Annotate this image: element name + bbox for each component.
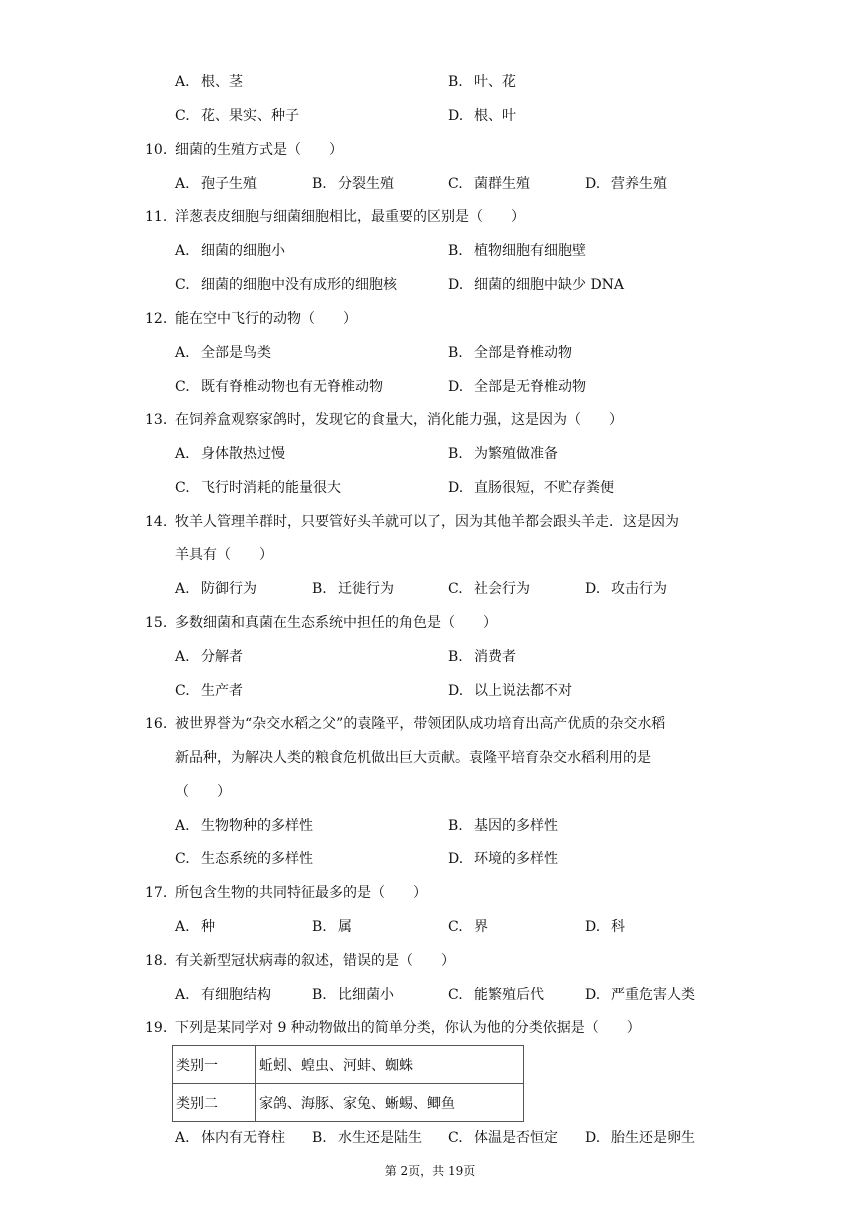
option-letter: C.: [175, 480, 190, 496]
q18-option-c: [448, 985, 544, 1005]
option-letter: B.: [312, 919, 327, 935]
q16-option-a: [175, 816, 313, 836]
option-letter: A.: [175, 345, 190, 361]
option-letter: A.: [175, 176, 190, 192]
question-11: [145, 207, 525, 227]
option-letter: B.: [448, 243, 463, 259]
question-14-continued: 羊具有（ ）: [175, 547, 273, 563]
q12-option-a: [175, 343, 271, 363]
table-cell-label: 类别二: [173, 1084, 256, 1122]
table-cell-value: 家鸽、海豚、家兔、蜥蜴、鲫鱼: [256, 1084, 524, 1122]
q14-option-b: [312, 579, 394, 599]
question-number: 13.: [145, 412, 168, 428]
option-letter: C.: [175, 851, 190, 867]
option-text: 迁徙行为: [338, 581, 394, 597]
option-text: 叶、花: [474, 74, 516, 90]
option-text: 比细菌小: [338, 987, 394, 1003]
q18-option-b: [312, 985, 394, 1005]
option-text: 细菌的细胞中缺少 DNA: [474, 277, 625, 293]
option-letter: D.: [585, 176, 601, 192]
option-letter: C.: [448, 176, 463, 192]
option-text: 直肠很短，不贮存粪便: [474, 480, 614, 496]
option-letter: D.: [448, 480, 464, 496]
question-number: 19.: [145, 1020, 168, 1036]
q11-option-b: [448, 241, 586, 261]
option-letter: D.: [448, 379, 464, 395]
question-stem: 牧羊人管理羊群时，只要管好头羊就可以了，因为其他羊都会跟头羊走．这是因为: [175, 514, 679, 530]
question-stem: 能在空中飞行的动物（ ）: [175, 311, 357, 327]
option-letter: D.: [585, 581, 601, 597]
option-text: 体温是否恒定: [474, 1130, 558, 1146]
q17-option-b: [312, 917, 352, 937]
question-15: [145, 613, 497, 633]
q10-option-d: [585, 174, 667, 194]
option-text: 全部是无脊椎动物: [474, 379, 586, 395]
option-text: 营养生殖: [611, 176, 667, 192]
option-letter: D.: [585, 919, 601, 935]
question-number: 16.: [145, 716, 168, 732]
question-16-continued: 新品种，为解决人类的粮食危机做出巨大贡献。袁隆平培育杂交水稻利用的是: [175, 750, 651, 766]
q19-option-c: [448, 1128, 558, 1148]
option-letter: A.: [175, 987, 190, 1003]
option-text: 菌群生殖: [474, 176, 530, 192]
option-text: 细菌的细胞中没有成形的细胞核: [201, 277, 397, 293]
q13-option-d: [448, 478, 614, 498]
option-text: 生态系统的多样性: [201, 851, 313, 867]
q17-option-d: [585, 917, 625, 937]
table-cell-value: 蚯蚓、蝗虫、河蚌、蜘蛛: [256, 1046, 524, 1084]
option-text: 根、茎: [201, 74, 243, 90]
option-text: 植物细胞有细胞壁: [474, 243, 586, 259]
option-letter: C.: [448, 919, 463, 935]
option-text: 体内有无脊柱: [201, 1130, 285, 1146]
classification-table: [172, 1045, 524, 1122]
q17-option-a: [175, 917, 215, 937]
question-number: 14.: [145, 514, 168, 530]
option-a: [175, 72, 243, 92]
q14-option-d: [585, 579, 667, 599]
option-text: 飞行时消耗的能量很大: [201, 480, 341, 496]
option-letter: A.: [175, 74, 190, 90]
option-text: 能繁殖后代: [474, 987, 544, 1003]
question-stem: 洋葱表皮细胞与细菌细胞相比，最重要的区别是（ ）: [175, 209, 525, 225]
option-text: 防御行为: [201, 581, 257, 597]
option-text: 孢子生殖: [201, 176, 257, 192]
q18-option-d: [585, 985, 695, 1005]
option-letter: C.: [175, 683, 190, 699]
q12-option-d: [448, 377, 586, 397]
option-b: [448, 72, 516, 92]
option-letter: C.: [175, 379, 190, 395]
q15-option-d: [448, 681, 572, 701]
option-letter: B.: [312, 1130, 327, 1146]
option-letter: C.: [448, 581, 463, 597]
option-letter: B.: [312, 176, 327, 192]
option-c: [175, 106, 299, 126]
q12-option-b: [448, 343, 572, 363]
q19-option-d: [585, 1128, 695, 1148]
option-letter: C.: [175, 277, 190, 293]
q11-option-c: [175, 275, 397, 295]
q17-option-c: [448, 917, 488, 937]
q13-option-c: [175, 478, 341, 498]
option-letter: A.: [175, 446, 190, 462]
question-number: 12.: [145, 311, 168, 327]
option-text: 以上说法都不对: [474, 683, 572, 699]
option-text: 全部是脊椎动物: [474, 345, 572, 361]
question-stem: 在饲养盒观察家鸽时，发现它的食量大，消化能力强，这是因为（ ）: [175, 412, 623, 428]
question-16-answer-bracket: （ ）: [175, 784, 231, 800]
question-number: 15.: [145, 615, 168, 631]
question-14: [145, 512, 679, 532]
option-text: 全部是鸟类: [201, 345, 271, 361]
option-letter: C.: [448, 1130, 463, 1146]
q18-option-a: [175, 985, 271, 1005]
q10-option-c: [448, 174, 530, 194]
option-text: 根、叶: [474, 108, 516, 124]
question-stem: 多数细菌和真菌在生态系统中担任的角色是（ ）: [175, 615, 497, 631]
option-text: 基因的多样性: [474, 818, 558, 834]
q15-option-c: [175, 681, 243, 701]
table-row: [173, 1046, 524, 1084]
question-12: [145, 309, 357, 329]
q13-option-a: [175, 444, 285, 464]
question-number: 11.: [145, 209, 168, 225]
option-letter: C.: [448, 987, 463, 1003]
option-letter: A.: [175, 919, 190, 935]
option-text: 生物物种的多样性: [201, 818, 313, 834]
option-letter: A.: [175, 1130, 190, 1146]
q19-option-b: [312, 1128, 422, 1148]
table-row: [173, 1084, 524, 1122]
option-letter: A.: [175, 649, 190, 665]
question-16: [145, 714, 665, 734]
option-d: [448, 106, 516, 126]
option-letter: B.: [448, 649, 463, 665]
option-text: 花、果实、种子: [201, 108, 299, 124]
option-text: 攻击行为: [611, 581, 667, 597]
option-text: 属: [338, 919, 352, 935]
option-text: 环境的多样性: [474, 851, 558, 867]
option-text: 水生还是陆生: [338, 1130, 422, 1146]
q16-option-b: [448, 816, 558, 836]
option-text: 分裂生殖: [338, 176, 394, 192]
option-text: 科: [611, 919, 625, 935]
question-13: [145, 410, 623, 430]
q10-option-a: [175, 174, 257, 194]
option-letter: C.: [175, 108, 190, 124]
q16-option-d: [448, 849, 558, 869]
q14-option-c: [448, 579, 530, 599]
option-letter: A.: [175, 243, 190, 259]
option-text: 有细胞结构: [201, 987, 271, 1003]
option-text: 为繁殖做准备: [474, 446, 558, 462]
q11-option-a: [175, 241, 285, 261]
q15-option-b: [448, 647, 516, 667]
option-text: 社会行为: [474, 581, 530, 597]
question-number: 10.: [145, 142, 168, 158]
option-letter: D.: [448, 851, 464, 867]
option-letter: D.: [448, 277, 464, 293]
q12-option-c: [175, 377, 383, 397]
option-text: 生产者: [201, 683, 243, 699]
option-text: 种: [201, 919, 215, 935]
option-letter: A.: [175, 818, 190, 834]
option-text: 既有脊椎动物也有无脊椎动物: [201, 379, 383, 395]
question-number: 17.: [145, 885, 168, 901]
option-letter: A.: [175, 581, 190, 597]
option-text: 细菌的细胞小: [201, 243, 285, 259]
q16-option-c: [175, 849, 313, 869]
question-stem: 细菌的生殖方式是（ ）: [175, 142, 343, 158]
q19-option-a: [175, 1128, 285, 1148]
q11-option-d: [448, 275, 624, 295]
question-stem: 有关新型冠状病毒的叙述，错误的是（ ）: [175, 953, 455, 969]
option-text: 界: [474, 919, 488, 935]
option-text: 胎生还是卵生: [611, 1130, 695, 1146]
option-text: 身体散热过慢: [201, 446, 285, 462]
question-stem: 被世界誉为“杂交水稻之父”的袁隆平，带领团队成功培育出高产优质的杂交水稻: [175, 716, 666, 732]
option-letter: D.: [585, 1130, 601, 1146]
question-number: 18.: [145, 953, 168, 969]
question-10: [145, 140, 343, 160]
question-stem: 下列是某同学对 9 种动物做出的简单分类，你认为他的分类依据是（ ）: [175, 1020, 641, 1036]
option-letter: D.: [448, 683, 464, 699]
option-letter: B.: [448, 345, 463, 361]
option-letter: B.: [312, 581, 327, 597]
option-text: 严重危害人类: [611, 987, 695, 1003]
option-letter: B.: [448, 446, 463, 462]
q15-option-a: [175, 647, 243, 667]
table-cell-label: 类别一: [173, 1046, 256, 1084]
q14-option-a: [175, 579, 257, 599]
option-letter: D.: [448, 108, 464, 124]
option-letter: B.: [448, 818, 463, 834]
question-19: [145, 1018, 641, 1038]
q13-option-b: [448, 444, 558, 464]
question-18: [145, 951, 455, 971]
option-letter: D.: [585, 987, 601, 1003]
question-stem: 所包含生物的共同特征最多的是（ ）: [175, 885, 427, 901]
page-footer: 第 2页，共 19页: [384, 1164, 476, 1178]
option-text: 消费者: [474, 649, 516, 665]
option-text: 分解者: [201, 649, 243, 665]
q10-option-b: [312, 174, 394, 194]
option-letter: B.: [312, 987, 327, 1003]
question-17: [145, 883, 427, 903]
option-letter: B.: [448, 74, 463, 90]
